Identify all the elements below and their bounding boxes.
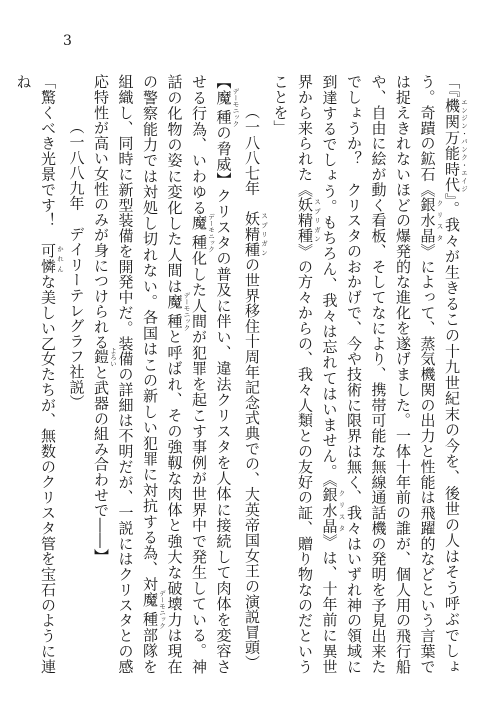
term-demonic: 魔種 デーモニック — [165, 291, 191, 331]
vertical-text-body — [11, 74, 468, 674]
attribution-1889: （一八八九年 デイリーテレグラフ社説） — [67, 119, 86, 410]
term-crystal: 銀水晶 クリスタ — [418, 197, 444, 244]
term-spriggan: 妖精種 スプリガン — [296, 197, 321, 244]
text-frame — [14, 74, 468, 674]
term-crystal: 銀水晶 クリスタ — [320, 487, 346, 534]
term-demonic: 魔種 デーモニック — [141, 589, 166, 629]
editorial-paragraph: 【魔種 デーモニックの脅威】クリスタの普及に伴い、違法クリスタを人体に接続して肉体を変容させる行為、いわゆる魔種 デーモニック化した人間が犯罪を起こす事例が世界中で発生している。神話の化物の姿に変化した人間は魔種 デーモニックと呼ばれ、その強靱な肉体と強大な破壊力は現在の警察能力では対処し切れない。各国はこの新しい犯罪に対抗する為、対魔種 デーモニック部隊を組織し、同時に新型装備を開発中だ。装備の詳細は不明だが、一説にはクリスタとの感応特性が高い女性のみが身につけられる鎧 よろいと武器の組み合わせで――】 — [92, 74, 240, 674]
closing-quote-paragraph: 「驚くべき光景です！ 可憐 かれんな美しい乙女たちが、無数のクリスタ管を宝石のように連ね — [14, 74, 64, 674]
attribution-1887: （一八八七年 妖精種 スプリガンの世界移住十周年記念式典での、大英帝国女王の演説冒頭） — [243, 104, 268, 671]
term-karen: 可憐 かれん — [39, 243, 64, 275]
term-engine-punk-age: 機関万能時代 エンジン・パンク・エイジ — [443, 98, 468, 193]
term-demonic: 魔種 デーモニック — [214, 87, 240, 127]
term-spriggan: 妖精種 スプリガン — [243, 211, 268, 258]
term-armor: 鎧 よろい — [92, 347, 117, 367]
term-demonic: 魔種 デーモニック — [190, 213, 215, 253]
page-number: 3 — [63, 33, 72, 49]
speech-quote-paragraph: 「『機関万能時代 エンジン・パンク・エイジ』。我々が生きるこの十九世紀末の今を、後世の人はそう呼ぶでしょう。奇蹟の鉱石《銀水晶 クリスタ》によって、蒸気機関の出力と性能は飛躍的などという言葉では捉えきれないほどの爆発的な進化を遂げました。一体十年前の誰が、個人用の飛行船や、自由に絵が動く看板、そしてなにより、携帯可能な無線通話機の発明を予見出来たでしょうか？ クリスタのおかげで、今や技術に限界は無く、我々はいずれ神の領域に到達するでしょう。もちろん、我々は忘れてはいません。《銀水晶 クリスタ》は、十年前に異世界から来られた《妖精種 スプリガン》の方々からの、我々人類との友好の証、贈り物なのだということを」 — [271, 74, 468, 674]
